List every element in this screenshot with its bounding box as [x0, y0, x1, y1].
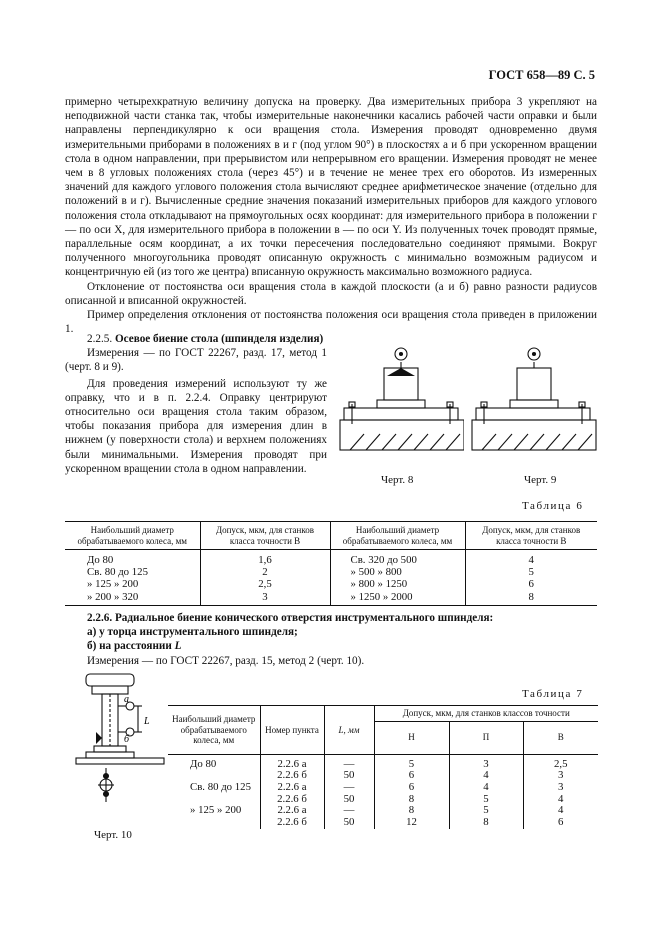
table-cell: 8	[374, 794, 449, 806]
table-cell: » 1250 » 2000	[330, 591, 465, 606]
table-7-header-length: L, мм	[324, 706, 374, 755]
section-226-heading: 2.2.6. Радиальное биение конического отверстия инструментального шпинделя:	[87, 612, 494, 624]
table-6	[65, 521, 597, 606]
table-6-caption: Таблица 6	[522, 500, 584, 512]
table-cell: Св. 320 до 500	[330, 550, 465, 567]
section-226-measurement: Измерения — по ГОСТ 22267, разд. 15, метод 2 (черт. 10).	[87, 654, 365, 667]
table-cell: До 80	[190, 757, 217, 770]
table-cell: 8	[449, 817, 523, 829]
table-cell: До 80	[87, 554, 114, 566]
table-cell: 4	[449, 770, 523, 782]
table-cell: 6	[374, 770, 449, 782]
table-row	[65, 566, 597, 578]
table-7-header-item: Номер пункта	[260, 706, 324, 755]
table-cell: 2.2.6 а	[260, 782, 324, 794]
table-cell: 5	[465, 566, 597, 578]
section-225-measurement: Измерения — по ГОСТ 22267, разд. 17, метод 1 (черт. 8 и 9).	[65, 347, 327, 374]
section-225-number: 2.2.5.	[87, 333, 113, 345]
table-cell	[168, 817, 260, 829]
table-cell: 50	[324, 794, 374, 806]
table-6-header: Допуск, мкм, для станков класса точности В	[465, 522, 597, 550]
table-row	[65, 591, 597, 606]
figure-10-label-a: а	[124, 694, 129, 705]
table-cell: 2,5	[523, 754, 598, 770]
table-cell: Св. 80 до 125	[87, 566, 148, 579]
table-cell: 2	[200, 566, 330, 578]
table-cell: 50	[324, 770, 374, 782]
table-cell: » 125 » 200	[87, 578, 139, 591]
figure-10-label-b: б	[124, 734, 130, 745]
table-cell: 2.2.6 б	[260, 794, 324, 806]
table-7-header-diameter: Наибольший диаметр обрабатываемого колеса, мм	[168, 706, 260, 755]
table-cell: 4	[449, 782, 523, 794]
table-cell: —	[324, 754, 374, 770]
intro-paragraph-1: примерно четырехкратную величину допуска на проверку. Два измерительных прибора 3 укрепляют на неподвижной части станка так, чтобы измерительные наконечники касались рабочей части оправки и были направлены перпендикулярно к оси вращения стола. Измерения проводят одновременно двумя измерительными приборами в положениях в и г (под углом 90°) в плоскостях а и б при ускоренном вращении стола в одном направлении, при прерывистом или непрерывном его вращении. Измерения проводят не менее чем в 8 угловых положениях стола (через 45°) и в течение не менее трех его оборотов. Из измеренных значений для каждого углового положения стола вычисляют среднее арифметическое значение (отдельно для положений в и г). Вычисленные средние значения показаний измерительных приборов для каждого углового положения стола откладывают на прямоугольных осях координат: для измерительного прибора в положении г — по оси X, для измерительного прибора в положении в — по оси Y. Из полученных точек проводят прямые, параллельные осям координат, а их точки пересечения последовательно соединяют прямыми. Вокруг полученного многоугольника проводят описанную окружность с минимально возможным радиусом и концентричную ей (из того же центра) вписанную окружность максимально возможного радиуса.	[65, 96, 597, 279]
table-cell: —	[324, 782, 374, 794]
section-225	[65, 332, 327, 476]
section-225-title: Осевое биение стола (шпинделя изделия)	[114, 333, 324, 345]
table-6-header: Наибольший диаметр обрабатываемого колеса, мм	[65, 522, 200, 550]
intro-paragraph-2: Отклонение от постоянства оси вращения стола в каждой плоскости (а и б) равно разности радиусов описанной и вписанной окружностей.	[65, 280, 597, 307]
table-cell: 2,5	[200, 578, 330, 590]
figure-8-caption: Черт. 8	[381, 474, 414, 486]
table-row	[168, 782, 598, 794]
figure-10-label-l: L	[144, 716, 150, 727]
table-cell: 12	[374, 817, 449, 829]
table-cell: 2.2.6 а	[260, 805, 324, 817]
table-cell: 3	[523, 782, 598, 794]
table-cell: 6	[374, 782, 449, 794]
table-cell: 6	[465, 578, 597, 590]
figure-8-drawing	[332, 342, 464, 452]
table-cell: 8	[465, 591, 597, 606]
table-row	[168, 817, 598, 829]
table-row	[65, 578, 597, 590]
table-cell: » 800 » 1250	[330, 578, 465, 590]
table-cell: 5	[374, 754, 449, 770]
table-7-header-class-v: В	[523, 721, 598, 754]
table-row	[168, 805, 598, 817]
table-cell: —	[324, 805, 374, 817]
table-7-header-tolerance: Допуск, мкм, для станков классов точности	[374, 706, 598, 722]
table-7-caption: Таблица 7	[522, 688, 584, 700]
table-cell: » 200 » 320	[65, 591, 200, 606]
table-cell: 5	[449, 794, 523, 806]
page-header: ГОСТ 658—89 С. 5	[488, 68, 595, 82]
table-cell: 2.2.6 б	[260, 770, 324, 782]
table-cell: 4	[523, 794, 598, 806]
section-226-item-b-text: б) на расстоянии	[87, 640, 175, 653]
table-cell: 8	[374, 805, 449, 817]
table-cell: » 125 » 200	[190, 804, 242, 817]
table-cell: 4	[465, 550, 597, 567]
table-row	[168, 754, 598, 770]
table-cell: 5	[449, 805, 523, 817]
table-cell: » 500 » 800	[330, 566, 465, 578]
table-7-header-class-p: П	[449, 721, 523, 754]
table-cell: 3	[449, 754, 523, 770]
section-226-item-b	[65, 639, 605, 653]
table-6-header: Наибольший диаметр обрабатываемого колеса, мм	[330, 522, 465, 550]
figure-9-caption: Черт. 9	[524, 474, 557, 486]
section-226	[65, 611, 605, 668]
section-225-heading	[65, 332, 327, 346]
table-cell: 2.2.6 а	[260, 754, 324, 770]
table-cell: Св. 80 до 125	[190, 780, 251, 793]
intro-paragraph-3: Пример определения отклонения от постоянства положения оси вращения стола приведен в приложении 1.	[65, 309, 597, 336]
table-cell: 2.2.6 б	[260, 817, 324, 829]
table-cell: 4	[523, 805, 598, 817]
section-226-item-a: а) у торца инструментального шпинделя;	[87, 626, 298, 639]
section-226-item-b-var: L	[174, 640, 182, 653]
table-6-header: Допуск, мкм, для станков класса точности В	[200, 522, 330, 550]
figure-10-caption: Черт. 10	[94, 829, 132, 841]
figure-10-drawing	[72, 672, 168, 814]
section-225-text: Для проведения измерений используют ту же оправку, что и в п. 2.2.4. Оправку центрируют относительно оси вращения стола таким образом, чтобы показания прибора для измерения длин в нижнем (у поверхности стола) и верхнем положениях были минимальными. Измерения проводят при ускоренном вращении стола в одном направлении.	[65, 377, 327, 475]
table-cell: 3	[523, 770, 598, 782]
table-cell: 3	[200, 591, 330, 606]
table-cell: 50	[324, 817, 374, 829]
figure-9-drawing	[468, 342, 598, 452]
table-row	[65, 550, 597, 567]
table-cell: 1,6	[200, 550, 330, 567]
table-7-header-class-n: Н	[374, 721, 449, 754]
intro-text	[65, 95, 597, 336]
table-cell: 6	[523, 817, 598, 829]
table-7	[168, 705, 598, 829]
